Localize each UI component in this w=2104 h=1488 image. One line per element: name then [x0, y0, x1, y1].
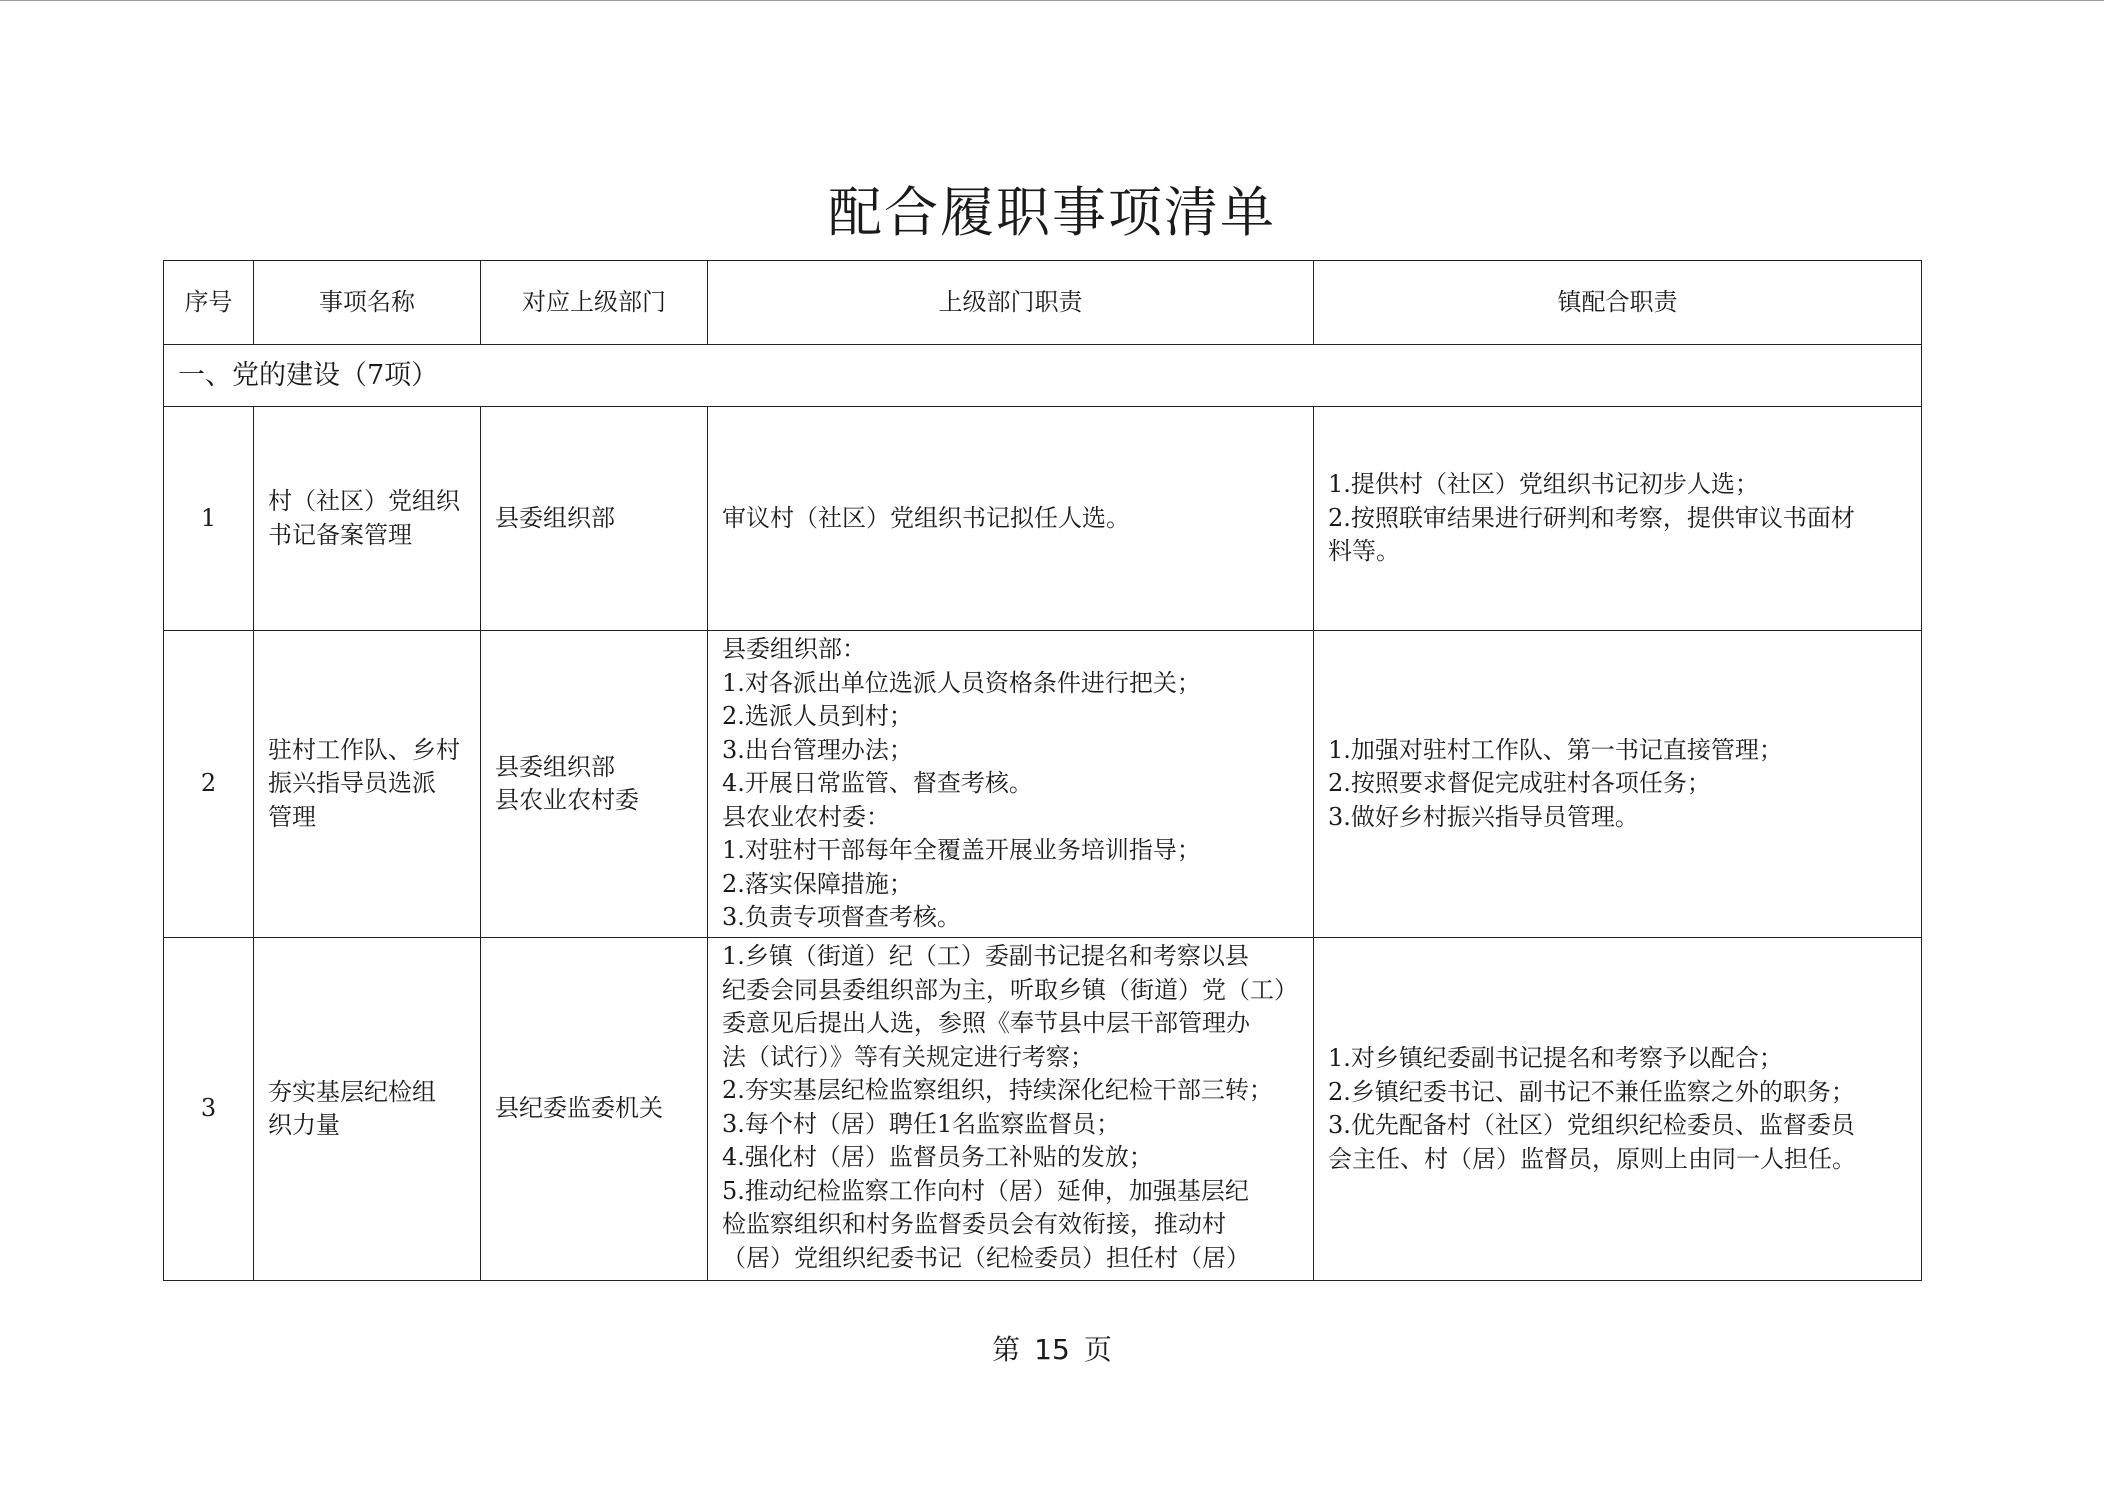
cell-line: 驻村工作队、乡村: [268, 735, 460, 764]
page-footer: [0, 1330, 2104, 1370]
cell-line: 县纪委监委机关: [495, 1094, 663, 1123]
cell-line: 5.推动纪检监察工作向村（居）延伸，加强基层纪: [722, 1176, 1249, 1205]
cell-line: 3.优先配备村（社区）党组织纪检委员、监督委员: [1328, 1111, 1855, 1139]
item-name-cell: [254, 407, 481, 631]
cell-line: 1.对乡镇纪委副书记提名和考察予以配合；: [1328, 1044, 1783, 1072]
cell-line: （居）党组织纪委书记（纪检委员）担任村（居）: [722, 1243, 1250, 1272]
cell-line: 会主任、村（居）监督员，原则上由同一人担任。: [1328, 1144, 1856, 1173]
cell-line: 4.强化村（居）监督员务工补贴的发放；: [722, 1143, 1153, 1171]
cell-line: 振兴指导员选派: [268, 769, 436, 798]
table-row: [164, 938, 1922, 1281]
cell-line: 1.提供村（社区）党组织书记初步人选；: [1328, 470, 1759, 499]
upper-dept-cell: [481, 407, 708, 631]
row-number: 2: [164, 631, 254, 938]
cell-line: 管理: [268, 802, 316, 831]
header-town-duty: 镇配合职责: [1314, 261, 1922, 345]
cell-line: 3.负责专项督查考核。: [722, 903, 961, 932]
cell-line: 2.夯实基层纪检监察组织，持续深化纪检干部三转；: [722, 1076, 1273, 1104]
cell-line: 2.按照要求督促完成驻村各项任务；: [1328, 769, 1711, 798]
cell-line: 1.对各派出单位选派人员资格条件进行把关；: [722, 668, 1201, 697]
cell-line: 2.乡镇纪委书记、副书记不兼任监察之外的职务；: [1328, 1077, 1855, 1106]
cell-line: 4.开展日常监管、督查考核。: [722, 769, 1033, 798]
table-row: [164, 631, 1922, 938]
section-heading: 一、党的建设（7项）: [164, 345, 1922, 407]
cell-line: 纪委会同县委组织部为主，听取乡镇（街道）党（工）: [722, 975, 1298, 1004]
table-row: [164, 407, 1922, 631]
document-title: 配合履职事项清单: [828, 181, 1276, 244]
cell-line: 2.落实保障措施；: [722, 869, 913, 898]
page-top-border: [0, 0, 2104, 1]
cell-line: 村（社区）党组织: [268, 487, 460, 515]
cell-line: 县委组织部: [495, 752, 615, 781]
header-upper-dept: 对应上级部门: [481, 261, 708, 345]
footer-prefix: 第: [992, 1333, 1021, 1366]
cell-line: 夯实基层纪检组: [268, 1077, 436, 1106]
cell-line: 3.出台管理办法；: [722, 735, 913, 764]
row-number: 3: [164, 938, 254, 1281]
cell-line: 县农业农村委：: [722, 802, 890, 831]
header-upper-duty: 上级部门职责: [708, 261, 1314, 345]
page-number: 15: [1034, 1333, 1070, 1366]
cell-line: 1.对驻村干部每年全覆盖开展业务培训指导；: [722, 836, 1201, 865]
footer-suffix: 页: [1083, 1333, 1112, 1366]
header-number: 序号: [164, 261, 254, 345]
row-number: 1: [164, 407, 254, 631]
upper-duty-cell: [708, 938, 1314, 1281]
cell-line: 料等。: [1328, 537, 1400, 566]
cell-line: 检监察组织和村务监督委员会有效衔接，推动村: [722, 1210, 1226, 1238]
cell-line: 1.乡镇（街道）纪（工）委副书记提名和考察以县: [722, 942, 1249, 970]
section-row: [164, 345, 1922, 407]
cell-line: 书记备案管理: [268, 520, 412, 549]
table-header-row: [164, 261, 1922, 345]
cell-line: 2.按照联审结果进行研判和考察，提供审议书面材: [1328, 503, 1855, 532]
cell-line: 1.加强对驻村工作队、第一书记直接管理；: [1328, 735, 1783, 764]
upper-duty-cell: [708, 631, 1314, 938]
cell-line: 3.每个村（居）聘任1名监察监督员；: [722, 1109, 1121, 1138]
cell-line: 县委组织部: [495, 503, 615, 532]
town-duty-cell: [1314, 938, 1922, 1281]
cell-line: 委意见后提出人选，参照《奉节县中层干部管理办: [722, 1009, 1250, 1037]
cell-line: 县委组织部：: [722, 635, 866, 664]
item-name-cell: [254, 631, 481, 938]
duty-table: [163, 260, 1922, 1281]
cell-line: 县农业农村委: [495, 786, 639, 814]
cell-line: 法（试行）》等有关规定进行考察；: [722, 1042, 1094, 1071]
upper-dept-cell: [481, 631, 708, 938]
cell-line: 织力量: [268, 1111, 340, 1139]
upper-dept-cell: [481, 938, 708, 1281]
item-name-cell: [254, 938, 481, 1281]
header-item-name: 事项名称: [254, 261, 481, 345]
upper-duty-cell: [708, 407, 1314, 631]
town-duty-cell: [1314, 631, 1922, 938]
cell-line: 审议村（社区）党组织书记拟任人选。: [722, 503, 1130, 532]
town-duty-cell: [1314, 407, 1922, 631]
cell-line: 2.选派人员到村；: [722, 702, 913, 731]
cell-line: 3.做好乡村振兴指导员管理。: [1328, 802, 1639, 831]
